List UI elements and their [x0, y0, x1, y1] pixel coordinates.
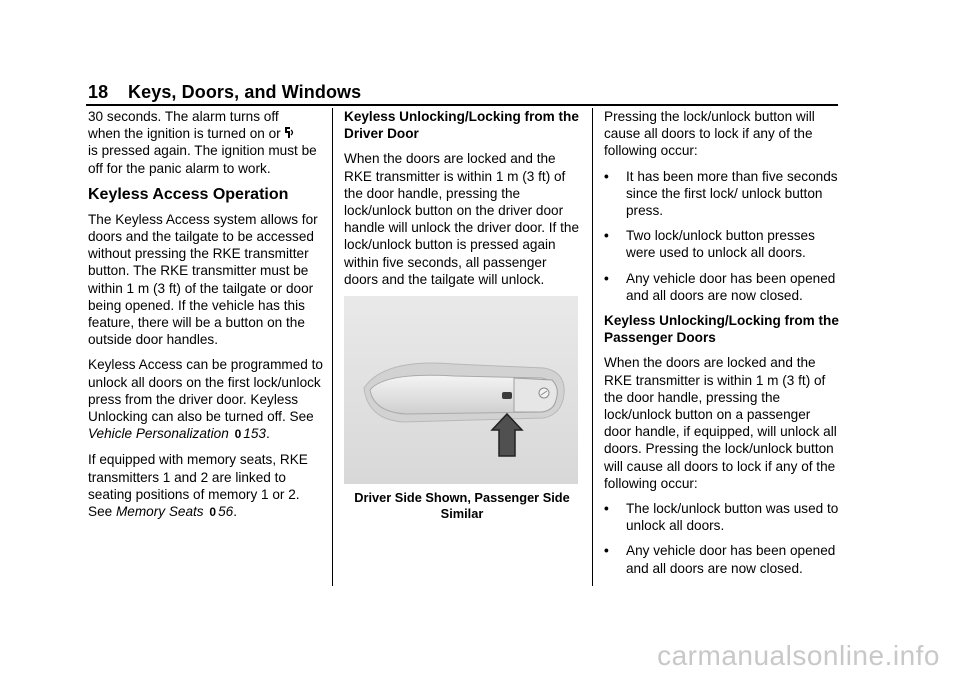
bullet-icon: • — [604, 168, 609, 184]
list-item-text: It has been more than five seconds since the first lock/ unlock button press. — [626, 168, 838, 219]
column-1 — [88, 108, 324, 529]
paragraph-lock-conditions: Pressing the lock/unlock button will cause all doors to lock if any of the following occur: — [604, 109, 815, 159]
page-ref-153[interactable]: 153 — [243, 426, 266, 442]
programming-text: Keyless Access can be programmed to unlock all doors on the first lock/unlock press from the driver door. Keyless Unlocking can also be turned off. See — [88, 357, 323, 425]
figure-caption: Driver Side Shown, Passenger Side Similar — [354, 490, 570, 522]
bullet-icon: • — [604, 270, 609, 286]
alarm-text-3: is pressed again. The ignition must be off for the panic alarm to work. — [88, 143, 317, 176]
list-item-text: The lock/unlock button was used to unlock all doors. — [626, 501, 839, 534]
column-divider — [332, 108, 333, 586]
page-ref-arrow-icon: 0 — [209, 505, 217, 520]
memory-seats-text: If equipped with memory seats, RKE transmitters 1 and 2 are linked to seating positions of memory 1 or 2. See — [88, 452, 308, 520]
bullet-icon: • — [604, 501, 609, 517]
column-divider — [592, 108, 593, 586]
column-3 — [604, 108, 840, 585]
list-item — [604, 168, 840, 220]
heading-passenger-doors: Keyless Unlocking/Locking from the Passenger Doors — [604, 313, 839, 346]
panic-alarm-icon — [284, 126, 295, 139]
list-item-text: Any vehicle door has been opened and all doors are now closed. — [626, 270, 836, 303]
list-item-text: Any vehicle door has been opened and all doors are now closed. — [626, 543, 836, 576]
watermark: carmanualsonline.info — [657, 640, 940, 671]
door-handle-figure — [344, 296, 578, 484]
heading-keyless-access: Keyless Access Operation — [88, 185, 289, 203]
section-title: Keys, Doors, and Windows — [128, 82, 362, 102]
bullet-icon: • — [604, 543, 609, 559]
paragraph-memory-seats: If equipped with memory seats, RKE transmitters 1 and 2 are linked to seating positions of memory 1 or 2. See Memory Seats 0 56. — [88, 452, 308, 520]
list-item — [604, 542, 840, 576]
link-vehicle-personalization[interactable]: Vehicle Personalization — [88, 426, 229, 442]
paragraph-passenger-doors: When the doors are locked and the RKE transmitter is within 1 m (3 ft) of the door handle, pressing the lock/unlock button on a passenger door handle, if equipped, will unlock all doors. Pressing the lock/unlock button will cause all doors to lock if any of the following occur: — [604, 355, 837, 491]
paragraph-programming: Keyless Access can be programmed to unlock all doors on the first lock/unlock press from the driver door. Keyless Unlocking can also be turned off. See Vehicle Personalization 0 153. — [88, 357, 323, 442]
bullet-icon: • — [604, 228, 609, 244]
paragraph-alarm — [88, 108, 324, 177]
page-ref-arrow-icon: 0 — [234, 427, 242, 442]
lock-button-icon — [502, 392, 512, 399]
heading-driver-door: Keyless Unlocking/Locking from the Driver Door — [344, 109, 579, 142]
list-item-text: Two lock/unlock button presses were used to unlock all doors. — [626, 228, 815, 261]
page-number: 18 — [88, 82, 109, 102]
list-item — [604, 500, 840, 534]
door-handle-illustration — [344, 296, 578, 484]
list-item — [604, 270, 840, 304]
alarm-text-2: when the ignition is turned on or — [88, 126, 281, 142]
page-header — [88, 82, 361, 103]
paragraph-keyless-access: The Keyless Access system allows for doors and the tailgate to be accessed without pressing the RKE transmitter button. The RKE transmitter must be within 1 m (3 ft) of the tailgate or door being opened. If the vehicle has this feature, there will be a button on the outside door handles. — [88, 211, 318, 348]
alarm-text-1: 30 seconds. The alarm turns off — [88, 109, 279, 124]
header-rule — [86, 104, 838, 106]
column-2 — [344, 108, 580, 522]
paragraph-driver-door: When the doors are locked and the RKE transmitter is within 1 m (3 ft) of the door handle, pressing the lock/unlock button on the driver door handle will unlock the driver door. If the lock/unlock button is pressed again within five seconds, all passenger doors and the tailgate will unlock. — [344, 151, 580, 287]
page-ref-56[interactable]: 56 — [218, 504, 234, 520]
list-item — [604, 227, 840, 261]
link-memory-seats[interactable]: Memory Seats — [115, 504, 204, 520]
